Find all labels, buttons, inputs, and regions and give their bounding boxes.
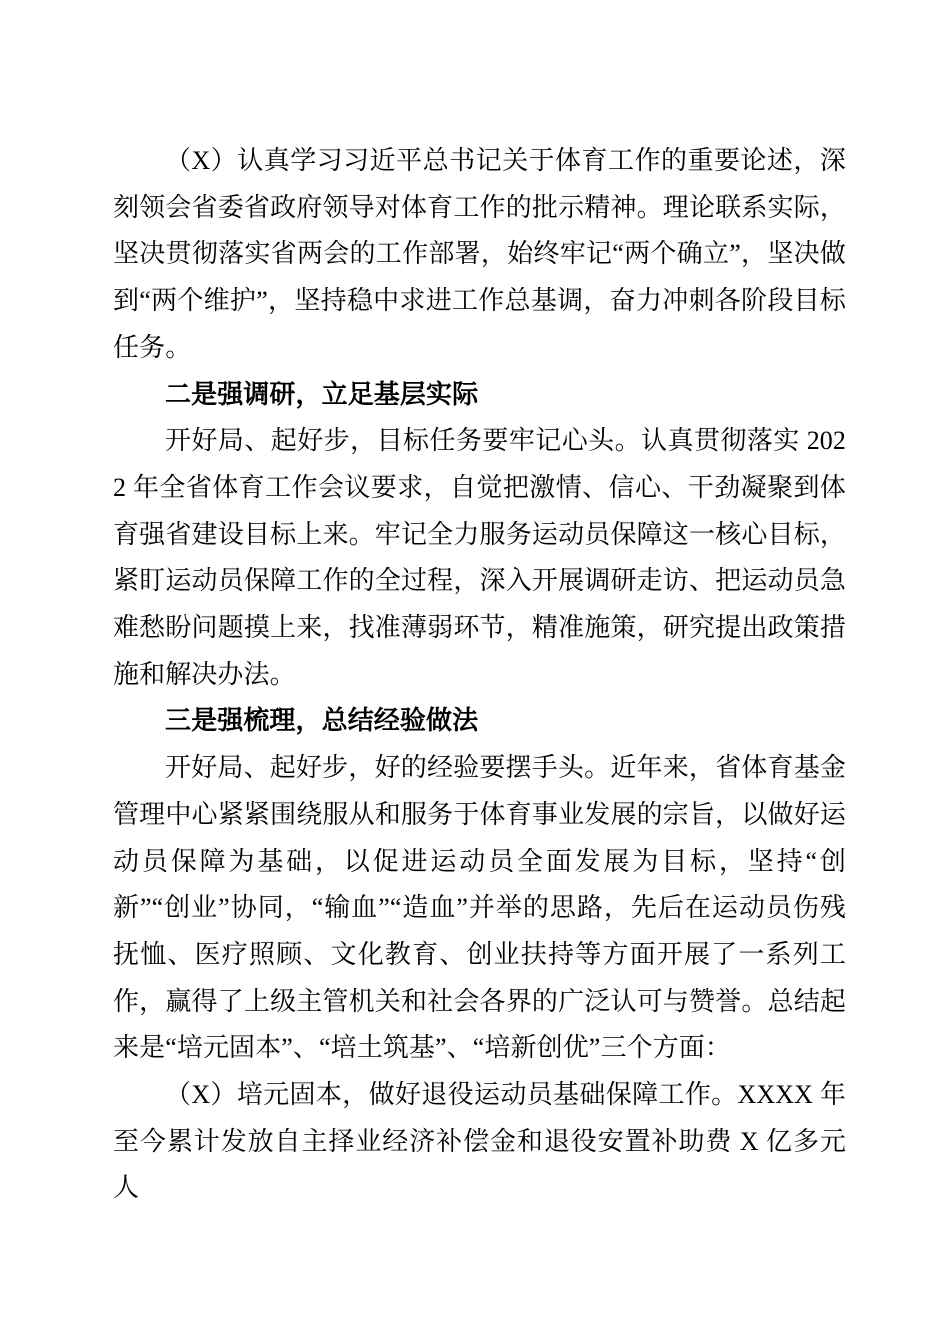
document-body (113, 138, 846, 1212)
paragraph-peiyuan-guben: （X）培元固本，做好退役运动员基础保障工作。XXXX 年至今累计发放自主择业经济补偿金和退役安置补助费 X 亿多元人 (113, 1080, 846, 1203)
paragraph-study-directives: （X）认真学习习近平总书记关于体育工作的重要论述，深刻领会省委省政府领导对体育工作的批示精神。理论联系实际，坚决贯彻落实省两会的工作部署，始终牢记“两个确立”，坚决做到“两个维护”，坚持稳中求进工作总基调，奋力冲刺各阶段目标任务。 (113, 146, 846, 362)
section-heading-summarize-experience: 三是强梳理，总结经验做法 (165, 706, 479, 736)
paragraph-experience-summary: 开好局、起好步，好的经验要摆手头。近年来，省体育基金管理中心紧紧围绕服从和服务于体育事业发展的宗旨，以做好运动员保障为基础，以促进运动员全面发展为目标，坚持“创新”“创业”协同，“输血”“造血”并举的思路，先后在运动员伤残抚恤、医疗照顾、文化教育、创业扶持等方面开展了一系列工作，赢得了上级主管机关和社会各界的广泛认可与赞誉。总结起来是“培元固本”、“培土筑基”、“培新创优”三个方面： (113, 753, 846, 1063)
paragraph-research-grassroots: 开好局、起好步，目标任务要牢记心头。认真贯彻落实 2022 年全省体育工作会议要求，自觉把激情、信心、干劲凝聚到体育强省建设目标上来。牢记全力服务运动员保障这一核心目标，紧盯运动员保障工作的全过程，深入开展调研走访、把运动员急难愁盼问题摸上来，找准薄弱环节，精准施策，研究提出政策措施和解决办法。 (113, 426, 846, 689)
section-heading-strengthen-research: 二是强调研，立足基层实际 (165, 379, 479, 409)
